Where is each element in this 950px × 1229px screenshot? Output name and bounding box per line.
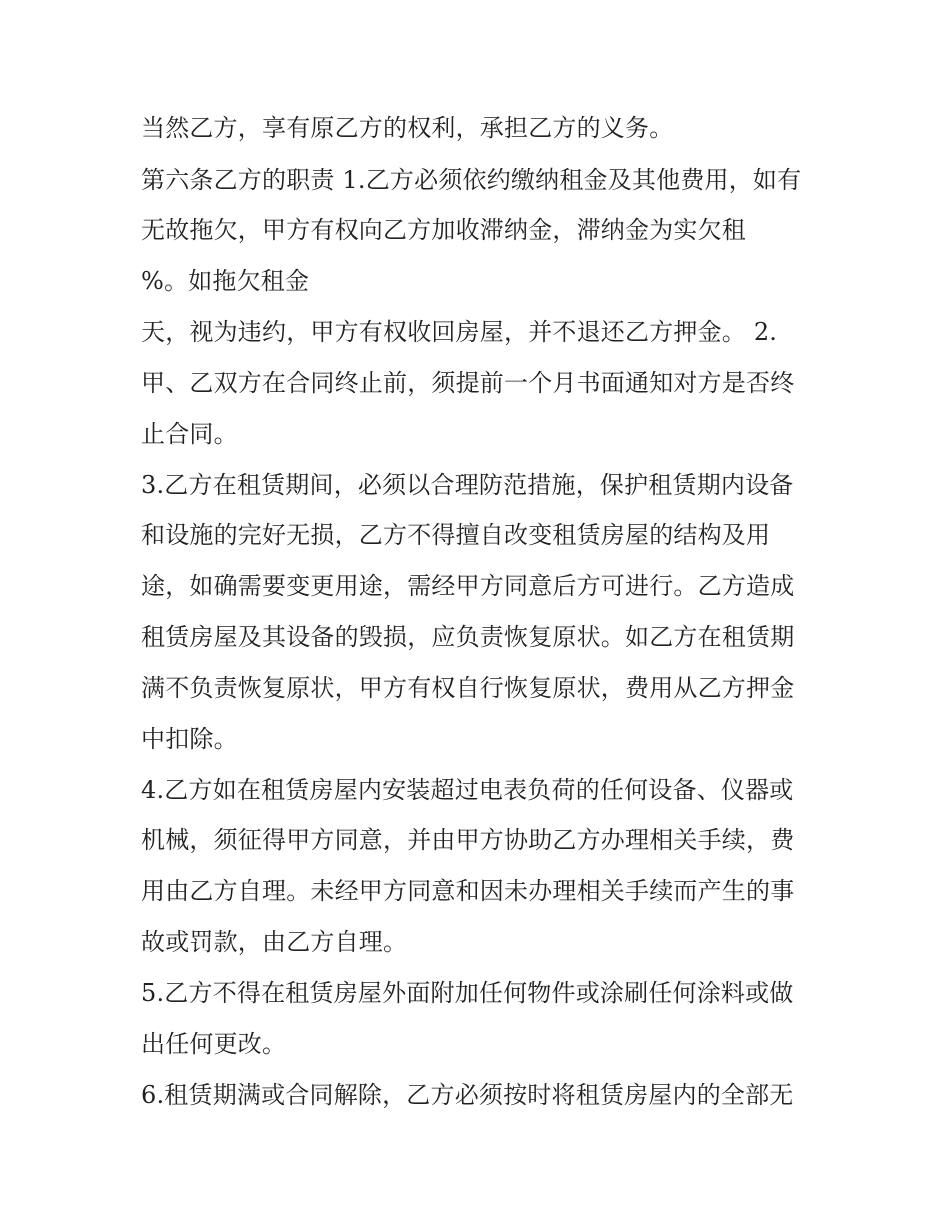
text-line-8: 3.乙方在租赁期间，必须以合理防范措施，保护租赁期内设备 xyxy=(141,471,794,499)
text-line-14: 4.乙方如在租赁房屋内安装超过电表负荷的任何设备、仪器或 xyxy=(141,776,794,804)
text-line-5: 天，视为违约，甲方有权收回房屋，并不退还乙方押金。 2. xyxy=(141,318,778,346)
text-line-20: 6.租赁期满或合同解除，乙方必须按时将租赁房屋内的全部无 xyxy=(141,1081,794,1109)
text-line-1: 当然乙方，享有原乙方的权利，承担乙方的义务。 xyxy=(141,114,674,142)
text-line-4: %。如拖欠租金 xyxy=(141,267,310,295)
text-line-17: 故或罚款，由乙方自理。 xyxy=(141,928,408,956)
text-line-19: 出任何更改。 xyxy=(141,1030,287,1058)
text-line-6: 甲、乙双方在合同终止前，须提前一个月书面通知对方是否终 xyxy=(141,369,795,397)
text-line-13: 中扣除。 xyxy=(141,725,238,753)
text-line-12: 满不负责恢复原状，甲方有权自行恢复原状，费用从乙方押金 xyxy=(141,674,795,702)
text-line-9: 和设施的完好无损，乙方不得擅自改变租赁房屋的结构及用 xyxy=(141,521,771,549)
text-line-16: 用由乙方自理。未经甲方同意和因未办理相关手续而产生的事 xyxy=(141,877,795,905)
text-line-7: 止合同。 xyxy=(141,420,238,448)
text-line-11: 租赁房屋及其设备的毁损，应负责恢复原状。如乙方在租赁期 xyxy=(141,623,795,651)
text-line-18: 5.乙方不得在租赁房屋外面附加任何物件或涂刷任何涂料或做 xyxy=(141,979,794,1007)
text-line-10: 途，如确需要变更用途，需经甲方同意后方可进行。乙方造成 xyxy=(141,572,795,600)
text-line-15: 机械，须征得甲方同意，并由甲方协助乙方办理相关手续，费 xyxy=(141,826,795,854)
text-line-3: 无故拖欠，甲方有权向乙方加收滞纳金，滞纳金为实欠租 xyxy=(141,216,746,244)
text-line-2: 第六条乙方的职责 1.乙方必须依约缴纳租金及其他费用，如有 xyxy=(141,166,802,194)
